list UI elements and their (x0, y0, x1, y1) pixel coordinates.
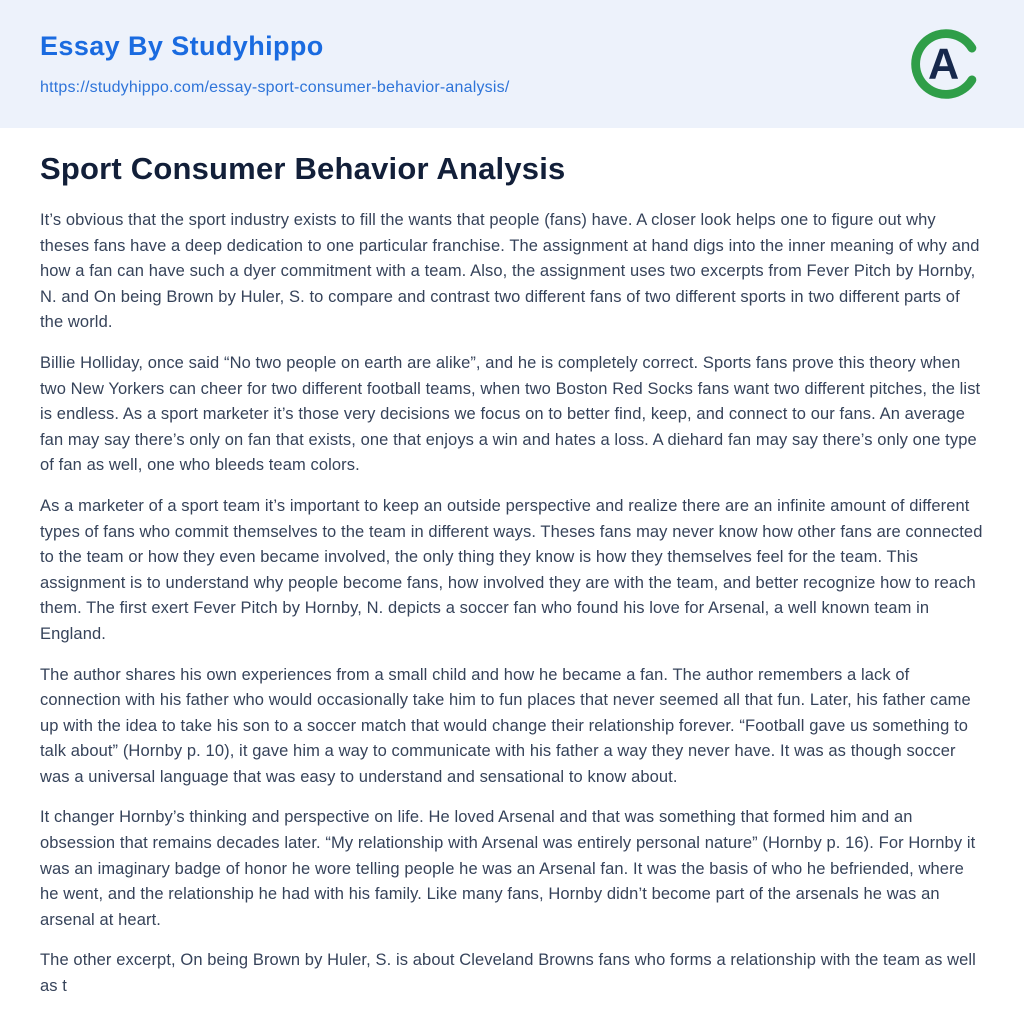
essay-paragraph: Billie Holliday, once said “No two people on earth are alike”, and he is completely correct. Sports fans prove this theory when two New Yorkers can cheer for two different football teams, when two Boston Red Socks fans want two different pitches, the list is endless. As a sport marketer it’s those very decisions we focus on to better find, keep, and connect to our fans. An average fan may say there’s only on fan that exists, one that enjoys a win and hates a loss. A diehard fan may say there’s only one type of fan as well, one who bleeds team colors. (40, 353, 981, 475)
essay-paragraph: The author shares his own experiences from a small child and how he became a fan. The author remembers a lack of connection with his father who would occasionally take him to fun places that never seemed all that fun. Later, his father came up with the idea to take his son to a soccer match that would change their relationship forever. “Football gave us something to talk about” (Hornby p. 10), it gave him a way to communicate with his father a way they never have. It was as though soccer was a universal language that was easy to understand and sensational to know about. (40, 665, 971, 786)
essay-paragraph: As a marketer of a sport team it’s important to keep an outside perspective and realize there are an infinite amount of different types of fans who commit themselves to the team in different ways. Theses fans may never know how other fans are connected to the team or how they even became involved, the only thing they know is how they themselves feel for the team. This assignment is to understand why people become fans, how involved they are with the team, and better recognize how to reach them. The first exert Fever Pitch by Hornby, N. depicts a soccer fan who found his love for Arsenal, a well known team in England. (40, 496, 983, 643)
essay-body (40, 208, 984, 1000)
studyhippo-logo[interactable] (906, 22, 986, 106)
essay-title: Sport Consumer Behavior Analysis (40, 151, 566, 186)
studyhippo-logo-icon (906, 22, 986, 106)
essay-content (0, 128, 1024, 1000)
logo-letter: A (927, 40, 960, 89)
page-header (0, 0, 1024, 128)
essay-paragraph: It changer Hornby’s thinking and perspective on life. He loved Arsenal and that was something that formed him and an obsession that remains decades later. “My relationship with Arsenal was entirely personal nature” (Hornby p. 16). For Hornby it was an imaginary badge of honor he wore telling people he was an Arsenal fan. It was the basis of who he befriended, where he went, and the relationship he had with his family. Like many fans, Hornby didn’t become part of the arsenals he was an arsenal at heart. (40, 808, 976, 929)
essay-url-link[interactable]: https://studyhippo.com/essay-sport-consumer-behavior-analysis/ (40, 79, 510, 96)
site-title: Essay By Studyhippo (40, 31, 324, 61)
header-text-block (40, 31, 510, 97)
essay-paragraph: The other excerpt, On being Brown by Huler, S. is about Cleveland Browns fans who forms a relationship with the team as well as t (40, 951, 976, 996)
essay-paragraph: It’s obvious that the sport industry exists to fill the wants that people (fans) have. A closer look helps one to figure out why theses fans have a deep dedication to one particular franchise. The assignment at hand digs into the inner meaning of why and how a fan can have such a dyer commitment with a team. Also, the assignment uses two excerpts from Fever Pitch by Hornby, N. and On being Brown by Huler, S. to compare and contrast two different fans of two different sports in two different parts of the world. (40, 211, 980, 332)
